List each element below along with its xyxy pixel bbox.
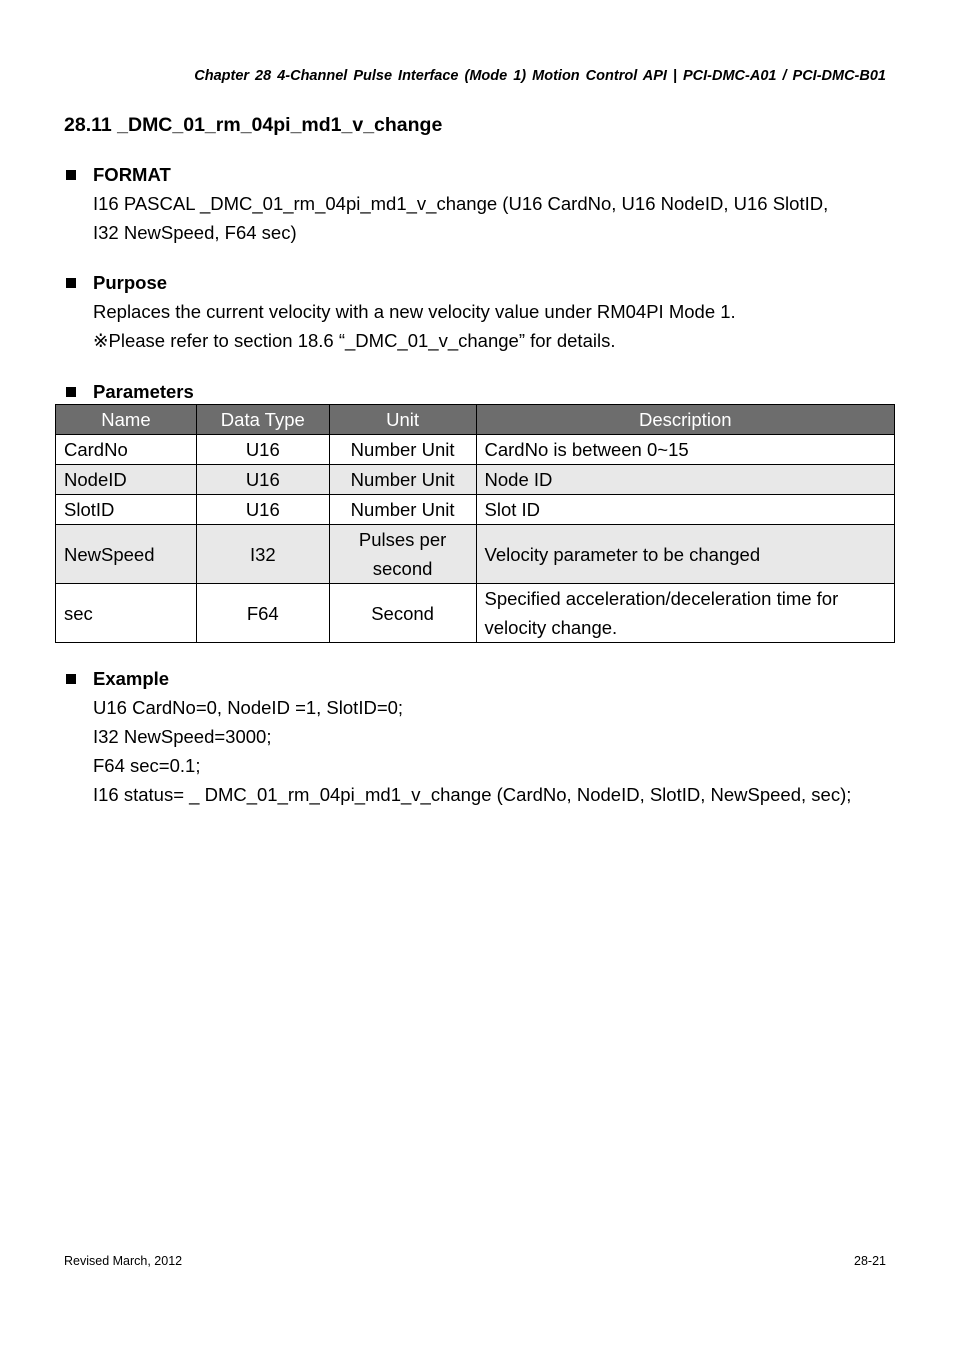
square-bullet-icon: [66, 170, 76, 180]
parameters-section: [64, 377, 894, 406]
running-header: Chapter 28 4-Channel Pulse Interface (Mode 1) Motion Control API | PCI-DMC-A01 / PCI-DMC-B01: [194, 68, 886, 84]
param-description: Node ID: [476, 465, 895, 495]
footer-revision: Revised March, 2012: [64, 1254, 183, 1268]
example-section: [64, 664, 894, 809]
format-line: I16 PASCAL _DMC_01_rm_04pi_md1_v_change (U16 CardNo, U16 NodeID, U16 SlotID,: [93, 193, 829, 214]
example-code-line: U16 CardNo=0, NodeID =1, SlotID=0;: [93, 697, 404, 718]
purpose-line: Replaces the current velocity with a new velocity value under RM04PI Mode 1.: [93, 301, 736, 322]
example-code-line: I16 status= _ DMC_01_rm_04pi_md1_v_change (CardNo, NodeID, SlotID, NewSpeed, sec);: [93, 784, 852, 805]
param-unit: Second: [329, 584, 476, 643]
format-section: [64, 160, 894, 247]
param-unit: Number Unit: [329, 495, 476, 525]
purpose-section: [64, 268, 894, 355]
param-description: CardNo is between 0~15: [476, 435, 895, 465]
param-type: F64: [196, 584, 329, 643]
param-name: NodeID: [56, 465, 197, 495]
param-description-line: Specified acceleration/deceleration time for: [484, 588, 839, 609]
param-name: sec: [56, 584, 197, 643]
param-type: I32: [196, 525, 329, 584]
example-heading: [64, 664, 894, 693]
param-name: SlotID: [56, 495, 197, 525]
param-name: NewSpeed: [56, 525, 197, 584]
param-description: Slot ID: [476, 495, 895, 525]
column-header-unit: Unit: [329, 405, 476, 435]
column-header-data-type: Data Type: [196, 405, 329, 435]
format-line: I32 NewSpeed, F64 sec): [93, 222, 297, 243]
parameters-table: [55, 404, 895, 643]
param-unit: Number Unit: [329, 435, 476, 465]
param-name: CardNo: [56, 435, 197, 465]
param-unit-line: second: [372, 558, 433, 579]
example-code-line: F64 sec=0.1;: [93, 755, 201, 776]
format-heading-label: FORMAT: [93, 164, 171, 185]
parameters-heading-label: Parameters: [93, 381, 194, 402]
param-description-line: velocity change.: [484, 617, 618, 638]
square-bullet-icon: [66, 674, 76, 684]
table-row: [56, 584, 895, 643]
table-header-row: [56, 405, 895, 435]
table-row: [56, 525, 895, 584]
param-unit: [329, 525, 476, 584]
square-bullet-icon: [66, 387, 76, 397]
param-description: Velocity parameter to be changed: [476, 525, 895, 584]
param-unit-line: Pulses per: [358, 529, 447, 550]
purpose-note: ※Please refer to section 18.6 “_DMC_01_v_change” for details.: [93, 330, 616, 351]
format-heading: [64, 160, 894, 189]
param-unit: Number Unit: [329, 465, 476, 495]
parameters-heading: [64, 377, 894, 406]
param-type: U16: [196, 435, 329, 465]
purpose-heading: [64, 268, 894, 297]
footer-page-number: 28-21: [854, 1254, 886, 1268]
param-type: U16: [196, 495, 329, 525]
table-row: [56, 465, 895, 495]
example-code-line: I32 NewSpeed=3000;: [93, 726, 272, 747]
column-header-description: Description: [476, 405, 895, 435]
column-header-name: Name: [56, 405, 197, 435]
param-type: U16: [196, 465, 329, 495]
section-title: 28.11 _DMC_01_rm_04pi_md1_v_change: [64, 114, 443, 136]
square-bullet-icon: [66, 278, 76, 288]
table-row: [56, 495, 895, 525]
param-description: [476, 584, 895, 643]
table-row: [56, 435, 895, 465]
purpose-heading-label: Purpose: [93, 272, 168, 293]
example-heading-label: Example: [93, 668, 170, 689]
